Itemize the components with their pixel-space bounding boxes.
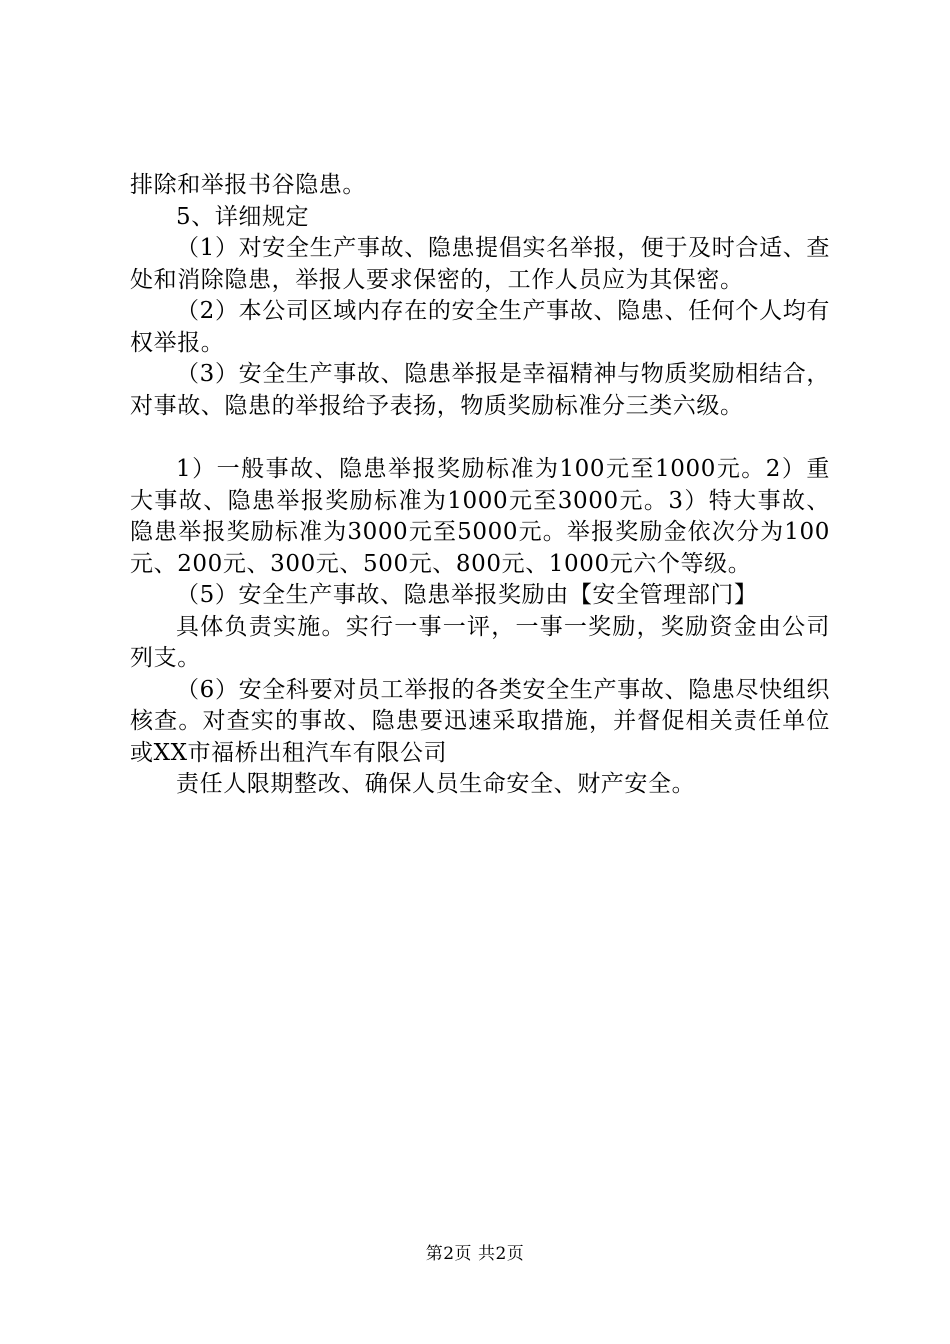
rule-item-6: （6）安全科要对员工举报的各类安全生产事故、隐患尽快组织核查。对查实的事故、隐患要迅速采取措施，并督促相关责任单位或XX市福桥出租汽车有限公司 [130, 676, 830, 766]
section-heading-detailed-rules: 5、详细规定 [176, 203, 310, 230]
rule-item-3: （3）安全生产事故、隐患举报是幸福精神与物质奖励相结合，对事故、隐患的举报给予表扬，物质奖励标准分三类六级。 [130, 361, 830, 419]
page-number-label: 第2页 共2页 [425, 1244, 525, 1264]
document-body [130, 170, 830, 801]
rule-item-2: （2）本公司区域内存在的安全生产事故、隐患、任何个人均有权举报。 [130, 298, 830, 356]
paragraph-continuation: 排除和举报书谷隐患。 [130, 172, 366, 198]
rule-item-5: （5）安全生产事故、隐患举报奖励由【安全管理部门】 [176, 582, 758, 608]
page-footer [0, 1242, 950, 1266]
rule-item-5-continued: 具体负责实施。实行一事一评，一事一奖励，奖励资金由公司列支。 [130, 613, 830, 671]
reward-standards: 1）一般事故、隐患举报奖励标准为100元至1000元。2）重大事故、隐患举报奖励标准为1000元至3000元。3）特大事故、隐患举报奖励标准为3000元至5000元。举报奖励金依次分为100元、200元、300元、500元、800元、1000元六个等级。 [130, 456, 830, 577]
rule-item-1: （1）对安全生产事故、隐患提倡实名举报，便于及时合适、查处和消除隐患，举报人要求保密的，工作人员应为其保密。 [130, 235, 830, 293]
rule-item-6-continued: 责任人限期整改、确保人员生命安全、财产安全。 [176, 771, 696, 797]
